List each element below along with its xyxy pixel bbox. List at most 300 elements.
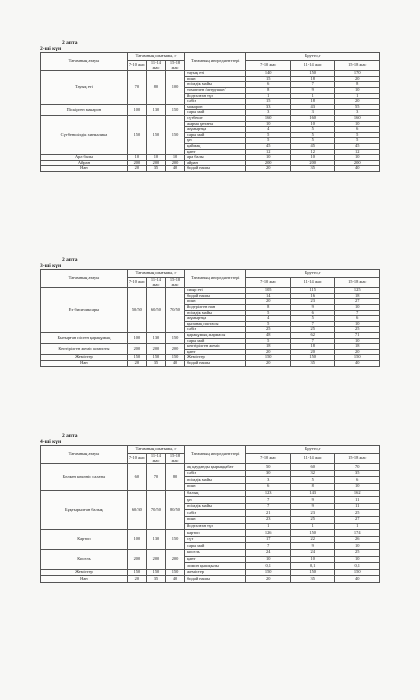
gross-value: 10 [290,121,334,127]
gross-value: 50 [246,464,290,471]
col-header-gross: Брутто,г [246,53,380,61]
ingredient-name: сәбіз [185,470,246,477]
ingredient-name: сәбіз [185,327,246,333]
day-section [40,433,380,583]
col-header-age: 11-14 жас [290,278,334,288]
dish-name: Тауық еті [41,71,128,105]
ingredient-name: бидай нашы [185,576,246,583]
gross-value: 3 [246,477,290,484]
ingredient-name: йодтрілген нан [185,304,246,310]
col-header-gross: Брутто,г [246,446,380,454]
day-heading [40,433,380,445]
gross-value: 35 [335,470,380,477]
ingredient-name: сәбіз [185,99,246,105]
ingredient-name: сары май [185,110,246,116]
gross-value: 125 [335,288,380,294]
gross-value: 10 [335,155,380,161]
gross-value: 43 [290,104,334,110]
gross-value: 23 [290,299,334,305]
dish-yield: 100 [127,104,146,115]
gross-value: 1 [246,93,290,99]
gross-value: 123 [246,490,290,497]
dish-name: Сүтбеншілдік хинкалика [41,115,128,154]
gross-value: 9 [290,304,334,310]
ingredient-name: қарақұмық жармасы [185,332,246,338]
gross-value: 9 [290,87,334,93]
gross-value: 10 [335,304,380,310]
col-header-ingredients: Тағамның ингредиенттері [185,53,246,71]
gross-value: 150 [290,530,334,537]
col-header-dish: Тағамның атауы [41,53,128,71]
dish-yield: 40 [165,576,184,583]
gross-value: 150 [246,355,290,361]
dish-yield: 50/50 [127,288,146,333]
col-header-gross: Брутто,г [246,270,380,278]
gross-value: 5 [246,310,290,316]
gross-value: 105 [246,288,290,294]
gross-value: 7 [290,338,334,344]
dish-yield: 20 [127,576,146,583]
dish-yield: 150 [146,569,165,576]
gross-value: 18 [290,99,334,105]
gross-value: 0,1 [335,563,380,570]
gross-value: 5 [290,127,334,133]
gross-value: 143 [290,490,334,497]
dish-name: Піскірген макарон [41,104,128,115]
dish-yield: 20 [127,166,146,172]
dish-name: Бытырған пісген қарақұмық [41,332,128,343]
gross-value: 160 [290,115,334,121]
dish-yield: 20 [127,360,146,366]
gross-value: 6 [335,127,380,133]
dish-yield: 100 [165,71,184,105]
dish-yield: 40 [165,166,184,172]
dish-name: Айран [41,160,128,166]
ingredient-name: йодталған тұз [185,523,246,530]
ingredient-name: бидай нашы [185,293,246,299]
gross-value: 162 [335,490,380,497]
ingredient-name: пияз [185,76,246,82]
gross-value: 25 [335,549,380,556]
day-section [40,257,380,367]
col-header-age: 11-14 жас [146,61,165,71]
gross-value: 45 [290,143,334,149]
dish-yield: 10 [165,155,184,161]
gross-value: 18 [290,76,334,82]
dish-name: Жемістер [41,569,128,576]
dish-yield: 150 [165,355,184,361]
col-header-age: 7-10 жас [246,454,290,464]
ingredient-name: өсімдік майы [185,477,246,484]
day-label: 2-ші күн [40,46,62,52]
gross-value: 3 [335,110,380,116]
gross-value: 6 [335,316,380,322]
gross-value: 24 [246,549,290,556]
gross-value: 5 [335,138,380,144]
dish-yield: 10 [146,155,165,161]
ingredient-name: қызанақ пастасы [185,321,246,327]
dish-yield: 150 [165,569,184,576]
gross-value: 7 [246,503,290,510]
gross-value: 1 [335,523,380,530]
gross-value: 35 [290,166,334,172]
ingredient-name: Жемістер [185,355,246,361]
dish-yield: 150 [165,530,184,550]
dish-yield: 40 [165,360,184,366]
gross-value: 3 [290,110,334,116]
gross-value: 5 [290,316,334,322]
ingredient-name: өсімдік майы [185,310,246,316]
gross-value: 5 [246,138,290,144]
gross-value: 20 [246,349,290,355]
gross-value: 55 [335,104,380,110]
gross-value: 200 [290,160,334,166]
gross-value: 9 [290,497,334,504]
gross-value: 150 [335,569,380,576]
ingredient-name: макарон [185,104,246,110]
gross-value: 45 [335,143,380,149]
gross-value: 7 [290,82,334,88]
gross-value: 200 [246,160,290,166]
gross-value: 0,1 [290,563,334,570]
gross-value: 150 [290,569,334,576]
dish-yield: 130 [146,104,165,115]
col-header-age: 7-10 жас [246,61,290,71]
gross-value: 5 [246,321,290,327]
ingredient-name: қант [185,349,246,355]
col-header-age: 15-18 жас [165,61,184,71]
gross-value: 71 [335,332,380,338]
week-label: 2 апта [62,40,78,46]
col-header-dish: Тағамның атауы [41,270,128,288]
dish-name: Нан [41,576,128,583]
menu-table [40,269,380,367]
gross-value: 26 [335,536,380,543]
col-header-dish: Тағамның атауы [41,446,128,464]
dish-yield: 150 [127,115,146,154]
gross-value: 18 [335,293,380,299]
gross-value: 10 [290,155,334,161]
gross-value: 160 [335,115,380,121]
gross-value: 5 [290,132,334,138]
gross-value: 8 [290,483,334,490]
gross-value: 20 [335,99,380,105]
table-row [41,464,380,471]
col-header-age: 7-10 жас [127,278,146,288]
dish-yield: 200 [146,344,165,355]
gross-value: 30 [246,470,290,477]
gross-value: 5 [335,132,380,138]
col-header-yield: Тағамның шығымы, г [127,446,184,454]
table-row [41,360,380,366]
ingredient-name: сары май [185,338,246,344]
gross-value: 23 [246,516,290,523]
gross-value: 170 [335,71,380,77]
ingredient-name: пияз [185,299,246,305]
gross-value: 5 [290,477,334,484]
dish-yield: 130 [146,530,165,550]
gross-value: 35 [290,576,334,583]
ingredient-name: ұн [185,497,246,504]
dish-yield: 60 [127,464,146,490]
gross-value: 15 [246,99,290,105]
col-header-age: 7-10 жас [127,454,146,464]
gross-value: 174 [335,530,380,537]
col-header-age: 15-18 жас [165,454,184,464]
dish-yield: 200 [127,344,146,355]
gross-value: 1 [290,523,334,530]
ingredient-name: тауық еті [185,71,246,77]
day-label: 4-ші күн [40,439,62,445]
gross-value: 20 [246,166,290,172]
gross-value: 200 [335,160,380,166]
day-label: 3-ші күн [40,263,62,269]
dish-yield: 150 [165,104,184,115]
dish-yield: 10 [127,155,146,161]
gross-value: 9 [290,503,334,510]
gross-value: 20 [246,576,290,583]
col-header-age: 11-14 жас [290,454,334,464]
gross-value: 5 [246,338,290,344]
ingredient-name: сүтбеше [185,115,246,121]
gross-value: 40 [335,576,380,583]
ingredient-name: пияз [185,516,246,523]
dish-yield: 80 [165,464,184,490]
week-label: 2 апта [62,433,78,439]
col-header-age: 11-14 жас [146,278,165,288]
ingredient-name: ара балы [185,155,246,161]
gross-value: 21 [246,510,290,517]
gross-value: 10 [246,155,290,161]
dish-yield: 200 [127,549,146,569]
gross-value: 27 [335,299,380,305]
ingredient-name: лимон қышқылы [185,563,246,570]
ingredient-name: картоп [185,530,246,537]
ingredient-name: балық [185,490,246,497]
ingredient-name: қаймақ [185,143,246,149]
gross-value: 10 [335,543,380,550]
gross-value: 5 [246,132,290,138]
gross-value: 8 [335,82,380,88]
ingredient-name: сары май [185,543,246,550]
gross-value: 25 [290,516,334,523]
gross-value: 150 [335,355,380,361]
dish-yield: 35 [146,360,165,366]
dish-yield: 150 [146,115,165,154]
ingredient-name: ұн [185,138,246,144]
col-header-ingredients: Тағамның ингредиенттері [185,446,246,464]
gross-value: 18 [335,344,380,350]
gross-value: 32 [290,470,334,477]
gross-value: 4 [246,316,290,322]
gross-value: 20 [290,349,334,355]
ingredient-name: сиыр еті [185,288,246,294]
gross-value: 60 [290,464,334,471]
gross-value: 12 [290,149,334,155]
gross-value: 7 [335,310,380,316]
gross-value: 5 [290,138,334,144]
dish-yield: 70/50 [146,490,165,530]
gross-value: 18 [290,344,334,350]
gross-value: 10 [335,321,380,327]
gross-value: 24 [290,549,334,556]
gross-value: 27 [335,516,380,523]
day-heading [40,257,380,269]
col-header-yield: Тағамның шығымы, г [127,270,184,278]
gross-value: 10 [246,556,290,563]
table-row [41,166,380,172]
dish-yield: 200 [146,549,165,569]
dish-yield: 60/30 [127,490,146,530]
gross-value: 7 [246,543,290,550]
table-row [41,569,380,576]
dish-yield: 150 [127,569,146,576]
gross-value: 20 [246,299,290,305]
gross-value: 14 [246,293,290,299]
ingredient-name: кептірілген жеміс [185,344,246,350]
gross-value: 11 [335,503,380,510]
dish-yield: 80/50 [165,490,184,530]
dish-yield: 35 [146,576,165,583]
col-header-age: 15-18 жас [335,454,380,464]
gross-value: 150 [290,71,334,77]
dish-yield: 200 [165,344,184,355]
ingredient-name: өсімдік майы [185,503,246,510]
ingredient-name: жұмыртқа [185,127,246,133]
day-section [40,40,380,172]
gross-value: 1 [246,523,290,530]
gross-value: 1 [335,93,380,99]
gross-value: 20 [335,76,380,82]
gross-value: 150 [246,569,290,576]
gross-value: 15 [246,76,290,82]
day-heading [40,40,380,52]
ingredient-name: бидай нашы [185,360,246,366]
gross-value: 4 [246,127,290,133]
table-row [41,549,380,556]
gross-value: 140 [246,71,290,77]
dish-yield: 200 [165,160,184,166]
gross-value: 10 [335,483,380,490]
ingredient-name: айран [185,160,246,166]
dish-name: Арл балы [41,155,128,161]
ingredient-name: кисель [185,549,246,556]
gross-value: 48 [246,332,290,338]
col-header-age: 11-14 жас [146,454,165,464]
col-header-yield: Тағамның шығымы, г [127,53,184,61]
gross-value: 10 [290,556,334,563]
gross-value: 62 [290,332,334,338]
gross-value: 40 [335,360,380,366]
gross-value: 17 [246,536,290,543]
menu-table [40,52,380,172]
dish-name: Кептірілген жеміс компоты [41,344,128,355]
ingredient-name: ақ қауданды қырыққабат [185,464,246,471]
ingredient-name: бидай нашы [185,166,246,172]
gross-value: 16 [290,293,334,299]
dish-yield: 150 [165,332,184,343]
table-row [41,530,380,537]
col-header-age: 7-10 жас [246,278,290,288]
table-row [41,490,380,497]
gross-value: 1 [290,93,334,99]
ingredient-name: сүт [185,536,246,543]
dish-name: Нан [41,166,128,172]
gross-value: 10 [335,338,380,344]
gross-value: 25 [246,327,290,333]
ingredient-name: өсімдік майы [185,82,246,88]
ingredient-name: жарма ұнтағы [185,121,246,127]
gross-value: 6 [246,82,290,88]
dish-yield: 60/50 [146,288,165,333]
dish-yield: 200 [127,160,146,166]
dish-name: Бұқтырылған балық [41,490,128,530]
dish-yield: 200 [146,160,165,166]
dish-yield: 130 [146,332,165,343]
dish-yield: 100 [127,530,146,550]
gross-value: 40 [335,166,380,172]
ingredient-name: жемістер [185,569,246,576]
dish-yield: 150 [146,355,165,361]
dish-name: Бөлкен көкөніс салаты [41,464,128,490]
dish-yield: 70/50 [165,288,184,333]
gross-value: 23 [290,510,334,517]
gross-value: 160 [246,115,290,121]
gross-value: 6 [290,310,334,316]
gross-value: 126 [246,530,290,537]
gross-value: 7 [246,497,290,504]
dish-name: Нан [41,360,128,366]
dish-name: Ет бисичиксары [41,288,128,333]
gross-value: 10 [335,87,380,93]
col-header-age: 15-18 жас [335,278,380,288]
gross-value: 8 [246,87,290,93]
gross-value: 18 [246,344,290,350]
table-row [41,576,380,583]
gross-value: 10 [335,556,380,563]
gross-value: 8 [246,304,290,310]
ingredient-name: сәбіз [185,510,246,517]
dish-yield: 150 [127,355,146,361]
dish-yield: 70 [127,71,146,105]
ingredient-name: сары май [185,132,246,138]
gross-value: 115 [290,288,334,294]
gross-value: 150 [290,355,334,361]
gross-value: 25 [290,327,334,333]
ingredient-name: қант [185,149,246,155]
ingredient-name: томатпен /игерушке/ [185,87,246,93]
gross-value: 45 [246,143,290,149]
gross-value: 3 [246,110,290,116]
gross-value: 12 [246,149,290,155]
gross-value: 10 [335,121,380,127]
menu-table [40,445,380,583]
gross-value: 20 [246,360,290,366]
col-header-ingredients: Тағамның ингредиенттері [185,270,246,288]
col-header-age: 15-18 жас [165,278,184,288]
dish-name: Картоп [41,530,128,550]
dish-yield: 80 [146,71,165,105]
gross-value: 11 [335,497,380,504]
gross-value: 9 [290,543,334,550]
gross-value: 7 [290,321,334,327]
gross-value: 70 [335,464,380,471]
ingredient-name: жұмыртқа [185,316,246,322]
dish-yield: 200 [165,549,184,569]
ingredient-name: қант [185,556,246,563]
col-header-age: 7-10 жас [127,61,146,71]
dish-yield: 35 [146,166,165,172]
